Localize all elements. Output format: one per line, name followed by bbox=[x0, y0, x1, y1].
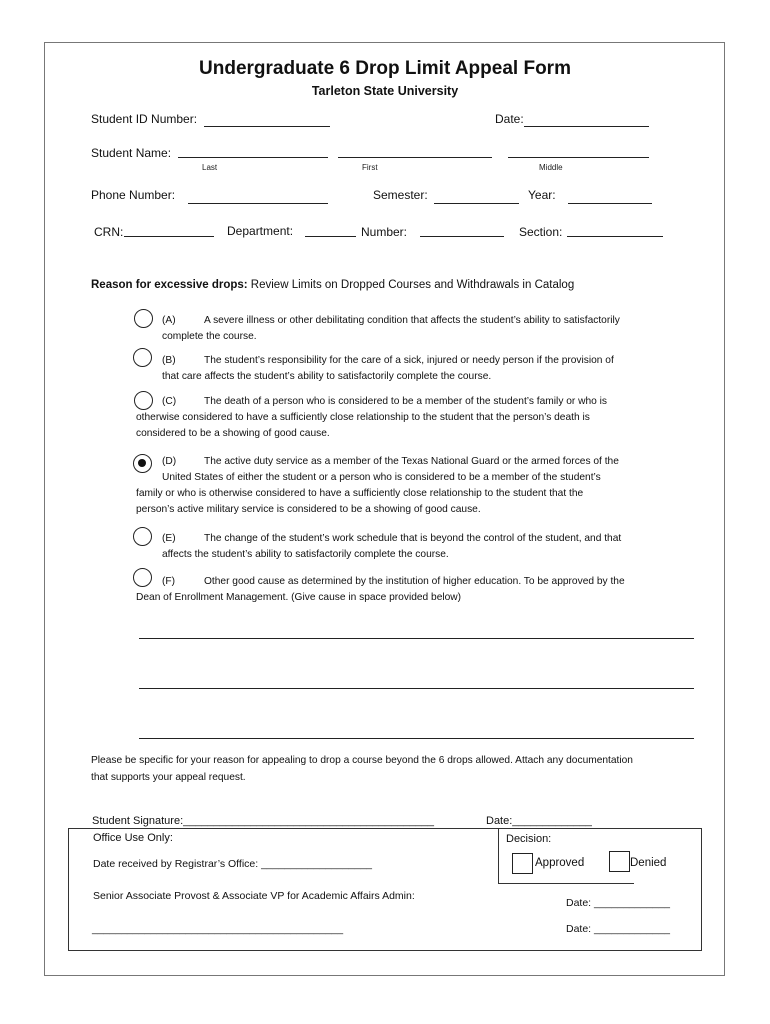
option-f-line2: Dean of Enrollment Management. (Give cause in space provided below) bbox=[136, 592, 462, 603]
crn-label: CRN: bbox=[94, 225, 124, 239]
option-d-line3: family or who is otherwise considered to have a sufficiently close relationship to the student that the bbox=[136, 488, 584, 499]
semester-field[interactable] bbox=[434, 203, 519, 204]
denied-label: Denied bbox=[630, 857, 667, 869]
option-d-line2: United States of either the student or a person who is considered to be a member of the student’s bbox=[162, 472, 601, 483]
option-f-radio[interactable] bbox=[133, 568, 152, 587]
decision-label: Decision: bbox=[506, 833, 552, 845]
date-field[interactable] bbox=[524, 126, 649, 127]
form-title: Undergraduate 6 Drop Limit Appeal Form bbox=[199, 58, 571, 79]
option-c-line3: considered to be a showing of good cause. bbox=[136, 428, 330, 439]
form-subtitle: Tarleton State University bbox=[311, 84, 459, 98]
option-a-radio[interactable] bbox=[134, 309, 153, 328]
approved-label: Approved bbox=[535, 857, 585, 869]
admin-signature-line[interactable]: ___________________________________________ bbox=[92, 923, 344, 935]
instructions-line1: Please be specific for your reason for appealing to drop a course beyond the 6 drops allowed. Attach any documentation bbox=[91, 755, 633, 766]
option-a-code: (A) bbox=[162, 315, 176, 326]
option-c-code: (C) bbox=[162, 396, 177, 407]
cause-line-1[interactable] bbox=[139, 638, 694, 639]
last-name-field[interactable] bbox=[178, 157, 328, 158]
reason-heading-bold: Reason for excessive drops: bbox=[91, 279, 248, 291]
option-d-line1: The active duty service as a member of the Texas National Guard or the armed forces of the bbox=[204, 456, 619, 467]
option-b-text bbox=[162, 353, 707, 385]
first-caption: First bbox=[362, 163, 378, 172]
year-label: Year: bbox=[528, 188, 556, 202]
option-a-line1: A severe illness or other debilitating condition that affects the student’s ability to satisfactorily bbox=[204, 315, 620, 326]
option-e-radio[interactable] bbox=[133, 527, 152, 546]
option-a-text bbox=[162, 313, 707, 345]
student-id-label: Student ID Number: bbox=[91, 112, 198, 126]
reason-heading-rest: Review Limits on Dropped Courses and Withdrawals in Catalog bbox=[247, 279, 575, 291]
option-d-line1-wrap bbox=[162, 454, 619, 470]
department-label: Department: bbox=[227, 224, 294, 238]
student-name-label: Student Name: bbox=[91, 146, 172, 160]
approved-checkbox[interactable] bbox=[512, 853, 533, 874]
option-f-code: (F) bbox=[162, 576, 176, 587]
option-e-text bbox=[162, 531, 621, 563]
option-e-line2: affects the student’s ability to satisfactorily complete the course. bbox=[162, 549, 449, 560]
option-d-radio[interactable] bbox=[133, 454, 152, 473]
instructions bbox=[91, 752, 716, 786]
first-name-field[interactable] bbox=[338, 157, 492, 158]
office-use-heading: Office Use Only: bbox=[93, 832, 173, 844]
signature-date-field[interactable]: Date:_____________ bbox=[486, 815, 592, 827]
denied-checkbox[interactable] bbox=[609, 851, 630, 872]
option-f-line1-wrap bbox=[162, 574, 625, 590]
option-b-code: (B) bbox=[162, 355, 176, 366]
option-b-line2: that care affects the student’s ability to satisfactorily complete the course. bbox=[162, 371, 492, 382]
date-label: Date: bbox=[495, 112, 524, 126]
option-b-line1: The student’s responsibility for the care of a sick, injured or needy person if the provision of bbox=[204, 355, 614, 366]
instructions-line2: that supports your appeal request. bbox=[91, 772, 246, 783]
middle-name-field[interactable] bbox=[508, 157, 649, 158]
option-e-line1: The change of the student’s work schedule that is beyond the control of the student, and that bbox=[204, 533, 622, 544]
phone-label: Phone Number: bbox=[91, 188, 176, 202]
phone-field[interactable] bbox=[188, 203, 328, 204]
cause-line-2[interactable] bbox=[139, 688, 694, 689]
option-b-radio[interactable] bbox=[133, 348, 152, 367]
option-c-line2: otherwise considered to have a sufficiently close relationship to the student that the person’s death is bbox=[136, 412, 590, 423]
option-d-code: (D) bbox=[162, 456, 177, 467]
office-date-2[interactable]: Date: _____________ bbox=[566, 923, 670, 935]
number-field[interactable] bbox=[420, 236, 504, 237]
number-label: Number: bbox=[361, 225, 408, 239]
option-c-line1-wrap bbox=[162, 394, 607, 410]
student-signature-field[interactable]: Student Signature:_________________________________________ bbox=[92, 815, 434, 827]
option-d-line4: person’s active military service is considered to be a showing of good cause. bbox=[136, 504, 481, 515]
department-field[interactable] bbox=[305, 236, 356, 237]
semester-label: Semester: bbox=[373, 188, 428, 202]
student-id-field[interactable] bbox=[204, 126, 330, 127]
year-field[interactable] bbox=[568, 203, 652, 204]
office-date-1[interactable]: Date: _____________ bbox=[566, 897, 670, 909]
option-c-radio[interactable] bbox=[134, 391, 153, 410]
option-c-rest bbox=[136, 410, 590, 442]
section-field[interactable] bbox=[567, 236, 663, 237]
reason-heading bbox=[91, 279, 574, 291]
option-e-code: (E) bbox=[162, 533, 176, 544]
last-caption: Last bbox=[202, 163, 218, 172]
date-received-field[interactable]: Date received by Registrar’s Office: ___________________ bbox=[93, 858, 373, 870]
crn-field[interactable] bbox=[124, 236, 214, 237]
middle-caption: Middle bbox=[539, 163, 563, 172]
admin-label: Senior Associate Provost & Associate VP for Academic Affairs Admin: bbox=[93, 890, 415, 902]
cause-line-3[interactable] bbox=[139, 738, 694, 739]
option-d-rest bbox=[136, 486, 583, 518]
option-f-line1: Other good cause as determined by the institution of higher education. To be approved by the bbox=[204, 576, 625, 587]
section-label: Section: bbox=[519, 225, 563, 239]
option-c-line1: The death of a person who is considered to be a member of the student’s family or who is bbox=[204, 396, 608, 407]
option-a-line2: complete the course. bbox=[162, 331, 257, 342]
